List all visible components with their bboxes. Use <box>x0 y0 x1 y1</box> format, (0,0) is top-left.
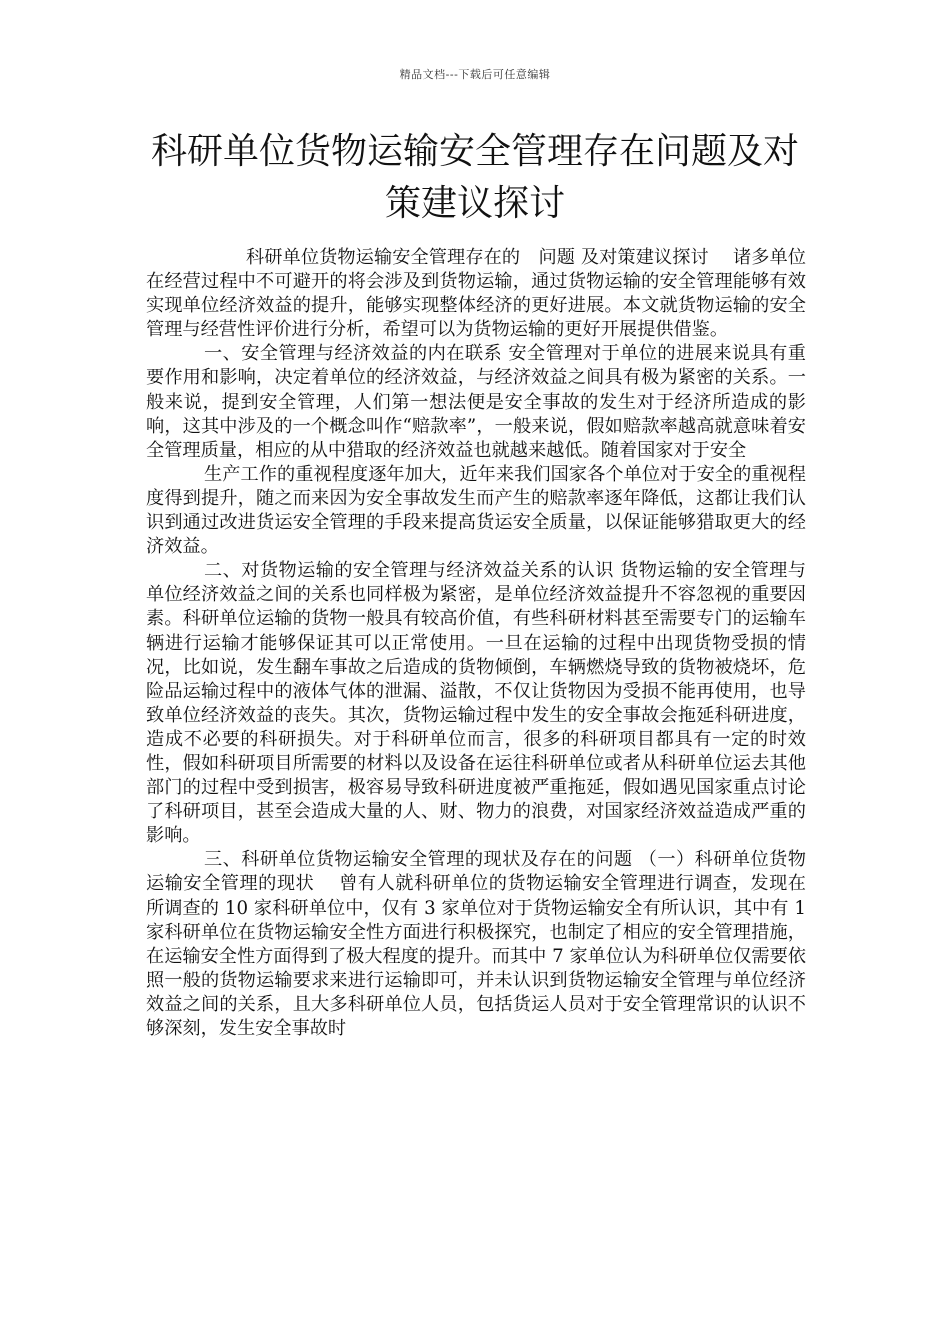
paragraph-intro: 科研单位货物运输安全管理存在的 问题 及对策建议探讨 诸多单位在经营过程中不可避开的将会涉及到货物运输，通过货物运输的安全管理能够有效实现单位经济效益的提升，能够实现整体经济的更好进展。本文就货物运输的安全管理与经营性评价进行分析，希望可以为货物运输的更好开展提供借鉴。 <box>146 247 806 341</box>
document-title: 科研单位货物运输安全管理存在问题及对策建议探讨 <box>150 131 799 224</box>
paragraph-section-2: 二、对货物运输的安全管理与经济效益关系的认识 货物运输的安全管理与单位经济效益之间的关系也同样极为紧密，是单位经济效益提升不容忽视的重要因素。科研单位运输的货物一般具有较高价值，有些科研材料甚至需要专门的运输车辆进行运输才能够保证其可以正常使用。一旦在运输的过程中出现货物受损的情况，比如说，发生翻车事故之后造成的货物倾倒，车辆燃烧导致的货物被烧坏，危险品运输过程中的液体气体的泄漏、溢散，不仅让货物因为受损不能再使用，也导致单位经济效益的丧失。其次，货物运输过程中发生的安全事故会拖延科研进度，造成不必要的科研损失。对于科研单位而言，很多的科研项目都具有一定的时效性，假如科研项目所需要的材料以及设备在运往科研单位或者从科研单位运去其他部门的过程中受到损害，极容易导致科研进度被严重拖延，假如遇见国家重点讨论了科研项目，甚至会造成大量的人、财、物力的浪费，对国家经济效益造成严重的影响。 <box>146 560 806 847</box>
paragraph-section-1: 一、安全管理与经济效益的内在联系 安全管理对于单位的进展来说具有重要作用和影响，决定着单位的经济效益，与经济效益之间具有极为紧密的关系。一般来说，提到安全管理，人们第一想法便是安全事故的发生对于经济所造成的影响，这其中涉及的一个概念叫作“赔款率”，一般来说，假如赔款率越高就意味着安全管理质量，相应的从中猎取的经济效益也就越来越低。随着国家对于安全 <box>146 343 806 461</box>
document-body <box>146 246 806 1041</box>
paragraph-section-3: 三、科研单位货物运输安全管理的现状及存在的问题 （一）科研单位货物运输安全管理的现状 曾有人就科研单位的货物运输安全管理进行调查，发现在所调查的 10 家科研单位中，仅有 3 家单位对于货物运输安全有所认识，其中有 1 家科研单位在货物运输安全性方面进行积极探究，也制定了相应的安全管理措施，在运输安全性方面得到了极大程度的提升。而其中 7 家单位认为科研单位仅需要依照一般的货物运输要求来进行运输即可，并未认识到货物运输安全管理与单位经济效益之间的关系，且大多科研单位人员，包括货运人员对于安全管理常识的认识不够深刻，发生安全事故时 <box>146 849 806 1039</box>
page-header-note: 精品文档---下载后可任意编辑 <box>399 68 551 81</box>
paragraph-section-1-continued: 生产工作的重视程度逐年加大，近年来我们国家各个单位对于安全的重视程度得到提升，随之而来因为安全事故发生而产生的赔款率逐年降低，这都让我们认识到通过改进货运安全管理的手段来提高货运安全质量，以保证能够猎取更大的经济效益。 <box>146 463 806 558</box>
